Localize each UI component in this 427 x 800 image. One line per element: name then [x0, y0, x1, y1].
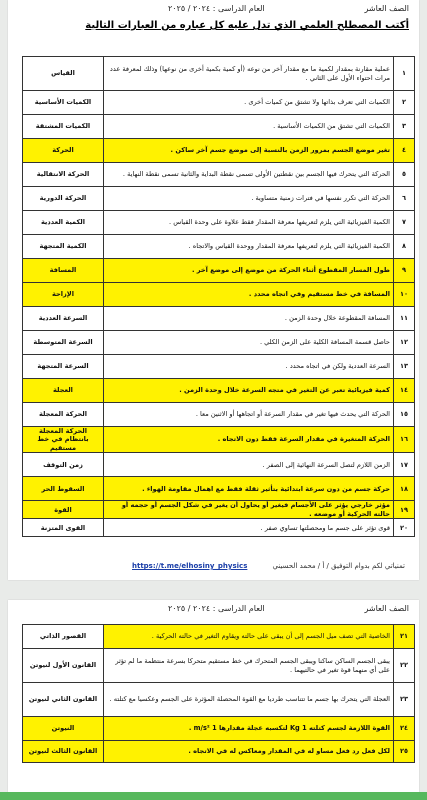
question-text: عملية مقارنة بمقدار لكمية ما مع مقدار آخر من نوعه (أو كمية بكمية أخرى من نوعها) وذلك لمعرفة عدد مرات احتواء الأول على الثاني . — [104, 57, 394, 91]
answer-term: المسافة — [23, 259, 104, 283]
page-separator — [0, 583, 427, 597]
question-text: العجلة التي يتحرك بها جسم ما تتناسب طرديا مع القوة المحصلة المؤثرة على الجسم وعكسيا مع كتلته . — [104, 683, 394, 717]
question-text: تغير موضع الجسم بمرور الزمن بالنسبة إلى موضع جسم آخر ساكن . — [104, 139, 394, 163]
year-label: العام الدراسى : ٢٠٢٤ / ٢٠٢٥ — [168, 4, 265, 13]
question-text: الحركة التي تكرر نفسها في فترات زمنية متساوية . — [104, 187, 394, 211]
question-number: ١٠ — [394, 283, 415, 307]
answer-term: الحركة المعجلة بانتظام في خط مستقيم — [23, 427, 104, 453]
question-text: طول المسار المقطوع أثناء الحركة من موضع إلى موضع آخر . — [104, 259, 394, 283]
grade-label: الصف العاشر — [364, 4, 409, 13]
question-number: ١٩ — [394, 501, 415, 519]
instruction-title: أكتب المصطلح العلمي الذي تدل عليه كل عباره من العبارات التالية — [85, 20, 409, 31]
answer-term: السرعة المتوسطة — [23, 331, 104, 355]
question-text: المسافة المقطوعة خلال وحدة الزمن . — [104, 307, 394, 331]
answer-term: القوة — [23, 501, 104, 519]
table-row — [23, 501, 415, 519]
question-text: لكل فعل رد فعل مساو له في المقدار ومعاكس له في الاتجاه . — [104, 741, 394, 763]
question-text: الحركة التي يتحرك فيها الجسم بين نقطتين الأولى تسمى نقطة البداية والثانية تسمى نقطة النهاية . — [104, 163, 394, 187]
answer-term: النيوتن — [23, 717, 104, 741]
answer-term: الكمية المتجهة — [23, 235, 104, 259]
question-text: المسافة في خط مستقيم وفي اتجاه محدد . — [104, 283, 394, 307]
question-text: الكمية الفيزيائية التي يلزم لتعريفها معرفة المقدار فقط علاوة على وحدة القياس . — [104, 211, 394, 235]
table-row — [23, 163, 415, 187]
question-number: ٢٣ — [394, 683, 415, 717]
question-number: ٦ — [394, 187, 415, 211]
table-row — [23, 741, 415, 763]
question-number: ٥ — [394, 163, 415, 187]
table-row — [23, 403, 415, 427]
worksheet-page-1 — [8, 0, 419, 580]
questions-table — [22, 624, 415, 763]
table-row — [23, 683, 415, 717]
table-row — [23, 57, 415, 91]
question-text: قوى تؤثر على جسم ما ومحصلتها تساوي صفر . — [104, 519, 394, 537]
telegram-link[interactable]: https://t.me/elhosiny_physics — [132, 562, 248, 570]
table-row — [23, 115, 415, 139]
question-number: ٩ — [394, 259, 415, 283]
question-text: السرعة العددية ولكن في اتجاه محدد . — [104, 355, 394, 379]
table-row — [23, 625, 415, 649]
question-number: ١١ — [394, 307, 415, 331]
question-number: ١٢ — [394, 331, 415, 355]
table-row — [23, 453, 415, 477]
answer-term: السرعة العددية — [23, 307, 104, 331]
answer-term: الحركة الانتقالية — [23, 163, 104, 187]
table-row — [23, 91, 415, 115]
question-text: القوة اللازمة لجسم كتلته 1 Kg لتكسبه عجلة مقدارها 1 m/s² . — [104, 717, 394, 741]
answer-term: الكمية العددية — [23, 211, 104, 235]
author-note: تمنياتي لكم بدوام التوفيق / أ / محمد الحسيني — [272, 562, 405, 570]
table-row — [23, 211, 415, 235]
answer-term: السرعة المتجهة — [23, 355, 104, 379]
answer-term: القانون الأول لنيوتن — [23, 649, 104, 683]
table-row — [23, 187, 415, 211]
worksheet-page-2 — [8, 600, 419, 800]
question-text: الكميات التي تعرف بذاتها ولا تشتق من كميات أخرى . — [104, 91, 394, 115]
question-text: الزمن اللازم لتصل السرعة النهائية إلى الصفر . — [104, 453, 394, 477]
table-row — [23, 139, 415, 163]
answer-term: العجلة — [23, 379, 104, 403]
answer-term: القوى المتزنة — [23, 519, 104, 537]
answer-term: القانون الثالث لنيوتن — [23, 741, 104, 763]
question-text: مؤثر خارجي يؤثر على الأجسام فيغير أو يحاول أن يغير في شكل الجسم أو حجمه أو حالته الحركية أو موضعه . — [104, 501, 394, 519]
table-row — [23, 519, 415, 537]
table-row — [23, 427, 415, 453]
bottom-bar — [0, 792, 427, 800]
table-row — [23, 307, 415, 331]
questions-table — [22, 56, 415, 537]
question-text: الكميات التي تشتق من الكميات الأساسية . — [104, 115, 394, 139]
question-number: ٣ — [394, 115, 415, 139]
question-number: ٢٢ — [394, 649, 415, 683]
question-number: ١٧ — [394, 453, 415, 477]
question-number: ٤ — [394, 139, 415, 163]
question-text: كمية فيزيائية تعبر عن التغير في متجه السرعة خلال وحدة الزمن . — [104, 379, 394, 403]
year-label: العام الدراسى : ٢٠٢٤ / ٢٠٢٥ — [168, 604, 265, 613]
answer-term: الحركة المعجلة — [23, 403, 104, 427]
question-number: ٢٠ — [394, 519, 415, 537]
table-row — [23, 283, 415, 307]
answer-term: الكميات المشتقة — [23, 115, 104, 139]
question-number: ١٤ — [394, 379, 415, 403]
grade-label: الصف العاشر — [364, 604, 409, 613]
table-row — [23, 259, 415, 283]
question-text: الحركة المتغيرة في مقدار السرعة فقط دون الاتجاه . — [104, 427, 394, 453]
table-row — [23, 717, 415, 741]
question-number: ٧ — [394, 211, 415, 235]
answer-term: الكميات الأساسية — [23, 91, 104, 115]
table-row — [23, 477, 415, 501]
answer-term: زمن التوقف — [23, 453, 104, 477]
question-number: ٢١ — [394, 625, 415, 649]
question-number: ١٨ — [394, 477, 415, 501]
page-header — [18, 4, 409, 18]
question-number: ٨ — [394, 235, 415, 259]
table-row — [23, 235, 415, 259]
question-number: ١٣ — [394, 355, 415, 379]
table-row — [23, 379, 415, 403]
question-number: ٢٥ — [394, 741, 415, 763]
page-header — [18, 604, 409, 618]
answer-term: القانون الثاني لنيوتن — [23, 683, 104, 717]
question-text: الحركة التي يحدث فيها تغير في مقدار السرعة أو اتجاهها أو الاثنين معا . — [104, 403, 394, 427]
question-number: ١٥ — [394, 403, 415, 427]
table-row — [23, 355, 415, 379]
page-footer — [22, 562, 405, 574]
question-text: يبقى الجسم الساكن ساكنا ويبقى الجسم المتحرك في خط مستقيم متحركا بسرعة منتظمة ما لم تؤثر على أي منهما قوة تغير في حالتيهما . — [104, 649, 394, 683]
question-number: ١ — [394, 57, 415, 91]
question-number: ١٦ — [394, 427, 415, 453]
answer-term: الإزاحة — [23, 283, 104, 307]
answer-term: الحركة — [23, 139, 104, 163]
answer-term: القصور الذاتي — [23, 625, 104, 649]
question-number: ٢٤ — [394, 717, 415, 741]
answer-term: السقوط الحر — [23, 477, 104, 501]
question-text: الكمية الفيزيائية التي يلزم لتعريفها معرفة المقدار ووحدة القياس والاتجاه . — [104, 235, 394, 259]
question-text: حاصل قسمة المسافة الكلية على الزمن الكلي . — [104, 331, 394, 355]
table-row — [23, 649, 415, 683]
question-text: حركة جسم من دون سرعة ابتدائية بتأثير ثقلة فقط مع اهمال مقاومة الهواء . — [104, 477, 394, 501]
answer-term: القياس — [23, 57, 104, 91]
answer-term: الحركة الدورية — [23, 187, 104, 211]
question-number: ٢ — [394, 91, 415, 115]
table-row — [23, 331, 415, 355]
question-text: الخاصية التي تصف ميل الجسم إلى أن يبقى على حالته ويقاوم التغير في حالته الحركية . — [104, 625, 394, 649]
